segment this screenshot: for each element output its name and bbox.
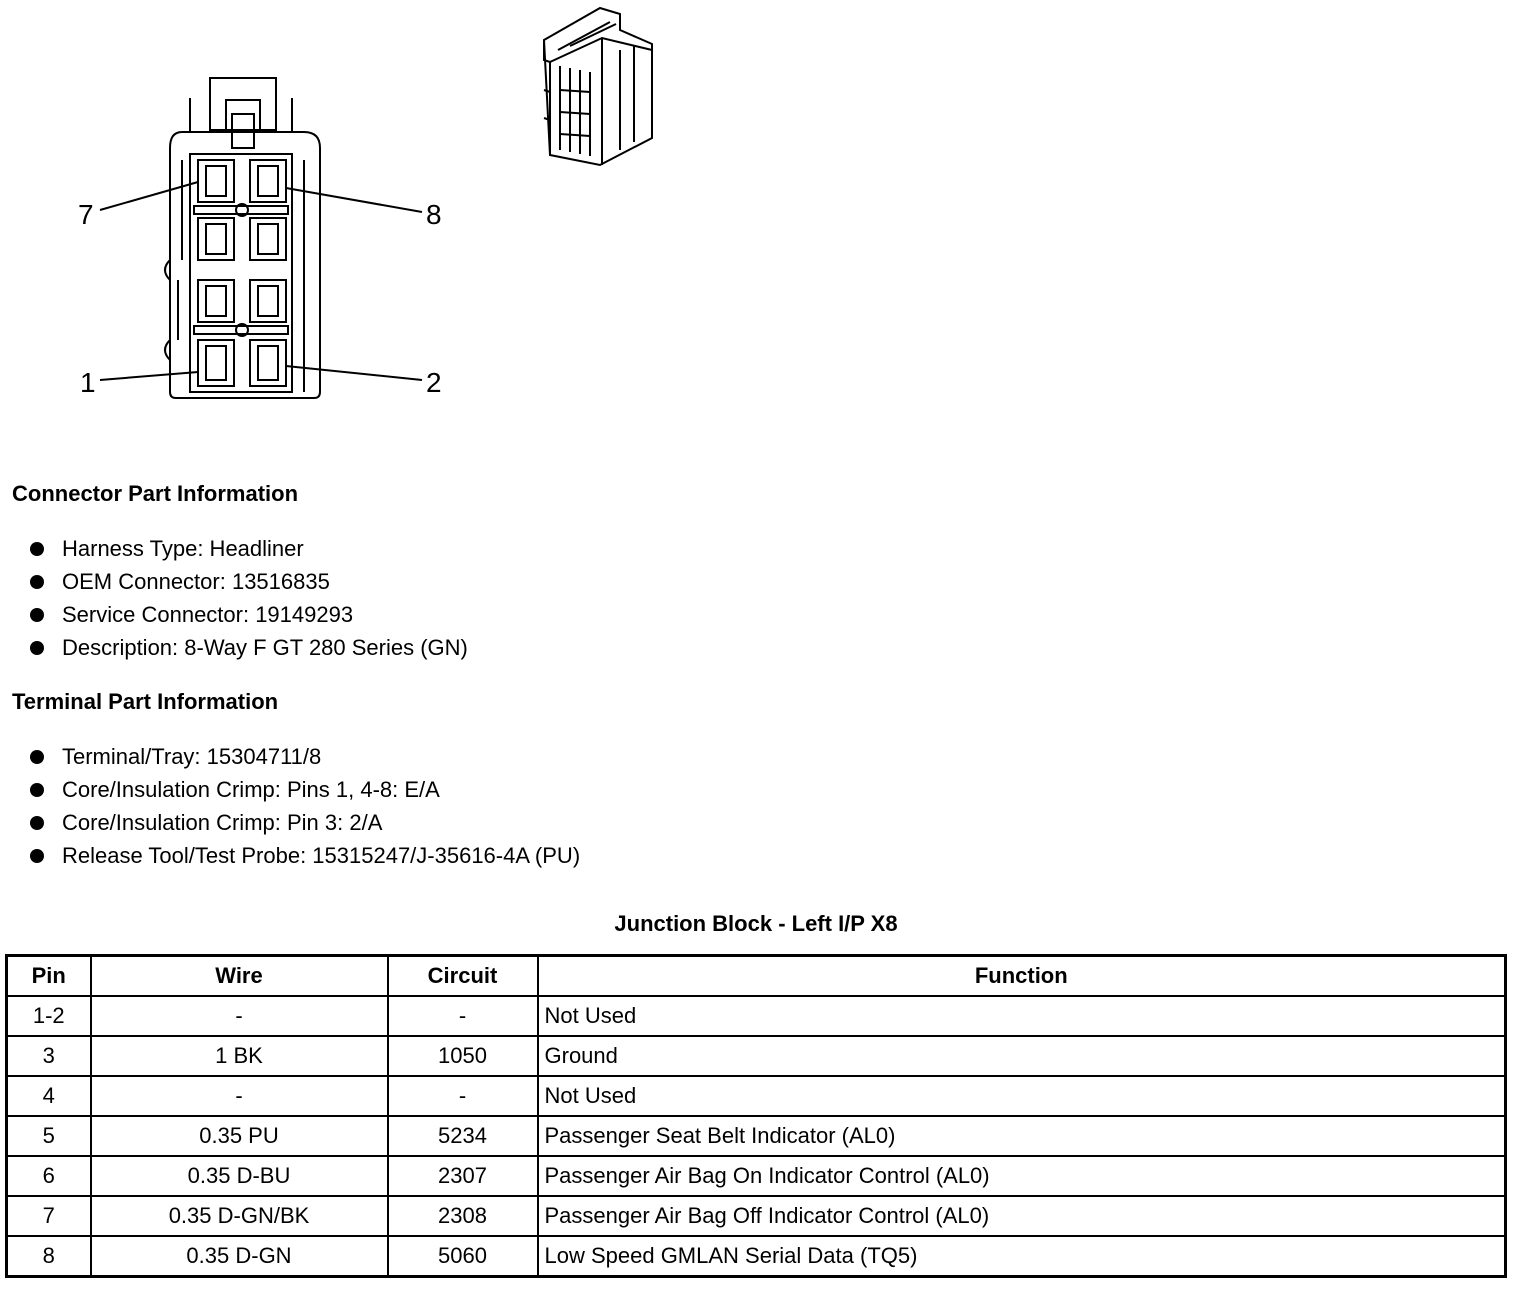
cell-circuit: - xyxy=(388,996,538,1036)
cell-pin: 3 xyxy=(7,1036,91,1076)
list-item: Service Connector: 19149293 xyxy=(28,598,468,631)
cell-circuit: - xyxy=(388,1076,538,1116)
cell-pin: 1-2 xyxy=(7,996,91,1036)
cell-circuit: 1050 xyxy=(388,1036,538,1076)
pin-callout-1: 1 xyxy=(80,367,96,398)
cell-function: Not Used xyxy=(538,1076,1506,1116)
header-pin: Pin xyxy=(7,956,91,997)
table-row xyxy=(7,1156,1506,1196)
connector-face-diagram xyxy=(60,70,480,410)
pin-callout-8: 8 xyxy=(426,199,442,230)
terminal-part-list xyxy=(28,740,580,872)
cell-wire: 0.35 D-GN xyxy=(91,1236,388,1277)
cell-wire: - xyxy=(91,1076,388,1116)
cell-pin: 7 xyxy=(7,1196,91,1236)
header-function: Function xyxy=(538,956,1506,997)
list-item: Core/Insulation Crimp: Pins 1, 4-8: E/A xyxy=(28,773,580,806)
cell-wire: - xyxy=(91,996,388,1036)
cell-wire: 0.35 PU xyxy=(91,1116,388,1156)
table-row xyxy=(7,1236,1506,1277)
terminal-part-heading: Terminal Part Information xyxy=(12,689,279,714)
cell-function: Passenger Air Bag Off Indicator Control (AL0) xyxy=(538,1196,1506,1236)
list-item: Core/Insulation Crimp: Pin 3: 2/A xyxy=(28,806,580,839)
list-item: OEM Connector: 13516835 xyxy=(28,565,468,598)
cell-pin: 8 xyxy=(7,1236,91,1277)
table-row xyxy=(7,1116,1506,1156)
table-title: Junction Block - Left I/P X8 xyxy=(614,911,898,936)
cell-pin: 4 xyxy=(7,1076,91,1116)
cell-function: Not Used xyxy=(538,996,1506,1036)
connector-part-heading: Connector Part Information xyxy=(12,481,299,506)
table-row xyxy=(7,1076,1506,1116)
header-circuit: Circuit xyxy=(388,956,538,997)
cell-function: Low Speed GMLAN Serial Data (TQ5) xyxy=(538,1236,1506,1277)
list-item: Harness Type: Headliner xyxy=(28,532,468,565)
cell-pin: 6 xyxy=(7,1156,91,1196)
pin-callout-2: 2 xyxy=(426,367,442,398)
pin-callout-7: 7 xyxy=(78,199,94,230)
cell-function: Passenger Air Bag On Indicator Control (AL0) xyxy=(538,1156,1506,1196)
list-item: Description: 8-Way F GT 280 Series (GN) xyxy=(28,631,468,664)
header-wire: Wire xyxy=(91,956,388,997)
table-row xyxy=(7,996,1506,1036)
cell-function: Passenger Seat Belt Indicator (AL0) xyxy=(538,1116,1506,1156)
cell-circuit: 2307 xyxy=(388,1156,538,1196)
cell-circuit: 2308 xyxy=(388,1196,538,1236)
cell-function: Ground xyxy=(538,1036,1506,1076)
table-row xyxy=(7,1036,1506,1076)
table-row xyxy=(7,1196,1506,1236)
connector-isometric-diagram xyxy=(530,0,670,175)
cell-circuit: 5060 xyxy=(388,1236,538,1277)
cell-wire: 1 BK xyxy=(91,1036,388,1076)
pinout-table xyxy=(5,954,1507,1278)
cell-pin: 5 xyxy=(7,1116,91,1156)
list-item: Terminal/Tray: 15304711/8 xyxy=(28,740,580,773)
cell-wire: 0.35 D-GN/BK xyxy=(91,1196,388,1236)
cell-circuit: 5234 xyxy=(388,1116,538,1156)
cell-wire: 0.35 D-BU xyxy=(91,1156,388,1196)
connector-part-list xyxy=(28,532,468,664)
list-item: Release Tool/Test Probe: 15315247/J-35616-4A (PU) xyxy=(28,839,580,872)
table-header-row xyxy=(7,956,1506,997)
